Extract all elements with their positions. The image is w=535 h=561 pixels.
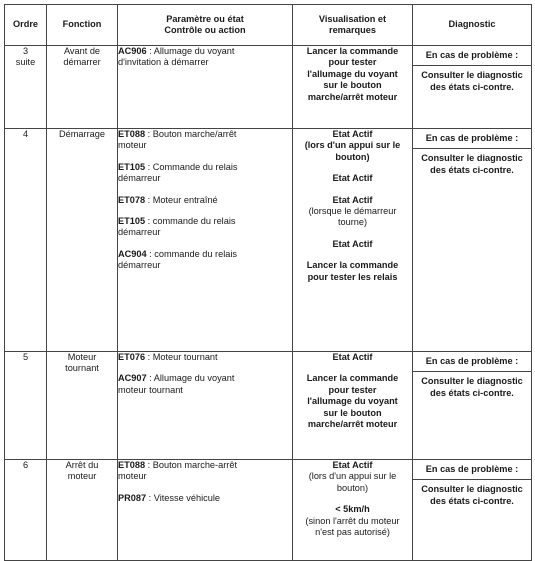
visualisation-item bbox=[293, 260, 412, 283]
fonction-line: moteur bbox=[67, 471, 97, 482]
header-visualisation-line1: Visualisation et bbox=[318, 13, 387, 24]
parametre-text: : Commande du relais bbox=[145, 161, 238, 172]
visualisation-bold-line: Lancer la commande bbox=[306, 46, 399, 56]
visualisation-note-line: n'est pas autorisé) bbox=[315, 527, 390, 538]
diagnostic-line: Consulter le diagnostic bbox=[421, 376, 523, 387]
parametre-text: : Bouton marche/arrêt bbox=[145, 129, 237, 139]
visualisation-bold-line: Etat Actif bbox=[332, 194, 373, 205]
table-row bbox=[5, 352, 532, 460]
visualisation-bold-line: pour tester les relais bbox=[307, 271, 398, 282]
fonction-line: Arrêt du bbox=[65, 460, 99, 470]
parametre-text: : commande du relais bbox=[145, 216, 236, 227]
visualisation-item bbox=[293, 195, 412, 229]
parametre-code: AC906 bbox=[118, 46, 147, 56]
fonction-line: démarrer bbox=[63, 57, 101, 68]
visualisation-note-line: (sinon l'arrêt du moteur bbox=[305, 515, 400, 526]
table-row bbox=[5, 460, 532, 561]
fonction-cell bbox=[47, 129, 118, 352]
visualisation-item bbox=[293, 352, 412, 363]
visualisation-cell bbox=[293, 352, 413, 460]
parametre-line: moteur bbox=[118, 140, 147, 151]
parametre-code: ET105 bbox=[118, 161, 146, 172]
diagnostic-title: En cas de problème : bbox=[413, 129, 531, 149]
parametre-item bbox=[118, 352, 292, 363]
header-visualisation bbox=[293, 5, 413, 46]
parametre-line bbox=[118, 352, 292, 363]
parametre-line: moteur bbox=[118, 471, 147, 482]
diagnostic-line: des états ci-contre. bbox=[430, 81, 514, 92]
visualisation-item bbox=[293, 460, 412, 494]
fonction-cell bbox=[47, 352, 118, 460]
parametre-line: démarreur bbox=[118, 173, 161, 184]
diagnostic-line: Consulter le diagnostic bbox=[421, 153, 523, 164]
parametre-text: : Moteur entraîné bbox=[145, 194, 218, 205]
visualisation-cell bbox=[293, 460, 413, 561]
diagnostic-title: En cas de problème : bbox=[413, 460, 531, 480]
diagnostic-text bbox=[413, 480, 531, 513]
visualisation-note-line: (lors d'un appui sur le bbox=[308, 471, 397, 482]
fonction-cell bbox=[47, 46, 118, 129]
parametre-line bbox=[118, 162, 292, 173]
ordre-cell bbox=[5, 352, 47, 460]
diagnostic-line: des états ci-contre. bbox=[430, 164, 514, 175]
visualisation-item bbox=[293, 46, 412, 103]
visualisation-bold-line: Etat Actif bbox=[332, 352, 373, 362]
parametre-text: : Bouton marche-arrêt bbox=[145, 460, 237, 470]
diagnostic-cell bbox=[413, 352, 532, 460]
parametre-text: : commande du relais bbox=[146, 248, 237, 259]
ordre-line: 6 bbox=[22, 460, 29, 470]
visualisation-bold-line: < 5km/h bbox=[335, 504, 370, 515]
visualisation-bold-line: l'allumage du voyant bbox=[307, 396, 398, 407]
header-ordre: Ordre bbox=[5, 5, 47, 46]
parametre-line bbox=[118, 216, 292, 227]
header-fonction: Fonction bbox=[47, 5, 118, 46]
header-parametre-line1: Paramètre ou état bbox=[166, 13, 244, 24]
ordre-cell bbox=[5, 460, 47, 561]
parametre-code: ET088 bbox=[118, 460, 146, 470]
visualisation-bold-line: sur le bouton bbox=[323, 80, 382, 91]
table-row bbox=[5, 129, 532, 352]
ordre-line: suite bbox=[15, 57, 36, 68]
diagnostic-text bbox=[413, 66, 531, 99]
visualisation-bold-line: Lancer la commande bbox=[306, 260, 399, 271]
header-parametre-line2: Contrôle ou action bbox=[164, 25, 246, 35]
visualisation-note-line: (lorsque le démarreur bbox=[308, 206, 397, 217]
parametre-code: ET105 bbox=[118, 216, 146, 227]
ordre-line: 5 bbox=[22, 352, 29, 362]
fonction-line: tournant bbox=[65, 363, 99, 374]
parametre-line: d'invitation à démarrer bbox=[118, 57, 209, 68]
header-visualisation-line2: remarques bbox=[329, 25, 376, 35]
parametre-cell bbox=[118, 352, 293, 460]
parametre-line: démarreur bbox=[118, 260, 161, 271]
fonction-line: Avant de bbox=[63, 46, 101, 56]
parametre-text: : Moteur tournant bbox=[145, 352, 218, 362]
parametre-text: : Allumage du voyant bbox=[146, 373, 235, 384]
visualisation-bold-line: (lors d'un appui sur le bbox=[304, 140, 401, 151]
parametre-line bbox=[118, 249, 292, 260]
parametre-cell bbox=[118, 129, 293, 352]
diagnostic-title: En cas de problème : bbox=[413, 46, 531, 66]
parametre-line bbox=[118, 373, 292, 384]
diagnostic-table bbox=[4, 4, 532, 561]
visualisation-bold-line: bouton) bbox=[335, 151, 370, 162]
parametre-line bbox=[118, 129, 292, 140]
parametre-line bbox=[118, 493, 292, 504]
visualisation-item bbox=[293, 129, 412, 163]
parametre-code: AC904 bbox=[118, 248, 147, 259]
visualisation-note-line: tourne) bbox=[337, 217, 368, 228]
visualisation-bold-line: Etat Actif bbox=[332, 173, 373, 184]
parametre-line: moteur tournant bbox=[118, 384, 183, 395]
visualisation-bold-line: Etat Actif bbox=[332, 238, 373, 249]
parametre-line: démarreur bbox=[118, 227, 161, 238]
diagnostic-cell bbox=[413, 46, 532, 129]
parametre-item bbox=[118, 162, 292, 185]
visualisation-cell bbox=[293, 46, 413, 129]
fonction-cell bbox=[47, 460, 118, 561]
diagnostic-cell bbox=[413, 460, 532, 561]
visualisation-bold-line: Etat Actif bbox=[332, 129, 373, 139]
parametre-text: : Vitesse véhicule bbox=[146, 492, 220, 503]
diagnostic-line: des états ci-contre. bbox=[430, 387, 514, 398]
ordre-cell bbox=[5, 46, 47, 129]
parametre-line bbox=[118, 46, 292, 57]
header-diagnostic: Diagnostic bbox=[413, 5, 532, 46]
visualisation-bold-line: sur le bouton bbox=[323, 407, 382, 418]
ordre-line: 4 bbox=[22, 129, 29, 139]
visualisation-bold-line: Etat Actif bbox=[332, 460, 373, 470]
fonction-line: Démarrage bbox=[59, 129, 105, 139]
header-row bbox=[5, 5, 532, 46]
visualisation-note-line: bouton) bbox=[336, 482, 369, 493]
parametre-code: ET076 bbox=[118, 352, 146, 362]
diagnostic-line: Consulter le diagnostic bbox=[421, 70, 523, 81]
visualisation-bold-line: l'allumage du voyant bbox=[307, 68, 398, 79]
ordre-cell bbox=[5, 129, 47, 352]
fonction-line: Moteur bbox=[67, 352, 97, 362]
visualisation-bold-line: marche/arrêt moteur bbox=[307, 91, 398, 102]
visualisation-item bbox=[293, 373, 412, 430]
parametre-item bbox=[118, 216, 292, 239]
diagnostic-line: des états ci-contre. bbox=[430, 495, 514, 506]
diagnostic-text bbox=[413, 149, 531, 182]
parametre-code: ET078 bbox=[118, 194, 146, 205]
visualisation-bold-line: pour tester bbox=[328, 57, 377, 68]
parametre-cell bbox=[118, 460, 293, 561]
table-row bbox=[5, 46, 532, 129]
parametre-text: : Allumage du voyant bbox=[146, 46, 235, 56]
parametre-item bbox=[118, 46, 292, 69]
parametre-code: ET088 bbox=[118, 129, 146, 139]
parametre-item bbox=[118, 460, 292, 483]
parametre-item bbox=[118, 195, 292, 206]
visualisation-item bbox=[293, 173, 412, 184]
visualisation-cell bbox=[293, 129, 413, 352]
parametre-item bbox=[118, 373, 292, 396]
visualisation-item bbox=[293, 504, 412, 538]
ordre-line: 3 bbox=[22, 46, 29, 56]
parametre-cell bbox=[118, 46, 293, 129]
parametre-code: AC907 bbox=[118, 373, 147, 384]
visualisation-bold-line: marche/arrêt moteur bbox=[307, 419, 398, 430]
parametre-item bbox=[118, 249, 292, 272]
header-parametre bbox=[118, 5, 293, 46]
diagnostic-cell bbox=[413, 129, 532, 352]
parametre-line bbox=[118, 195, 292, 206]
visualisation-bold-line: Lancer la commande bbox=[306, 373, 399, 384]
visualisation-item bbox=[293, 239, 412, 250]
parametre-line bbox=[118, 460, 292, 471]
parametre-item bbox=[118, 493, 292, 504]
parametre-code: PR087 bbox=[118, 492, 147, 503]
parametre-item bbox=[118, 129, 292, 152]
diagnostic-line: Consulter le diagnostic bbox=[421, 484, 523, 495]
diagnostic-text bbox=[413, 372, 531, 405]
visualisation-bold-line: pour tester bbox=[328, 384, 377, 395]
diagnostic-title: En cas de problème : bbox=[413, 352, 531, 372]
